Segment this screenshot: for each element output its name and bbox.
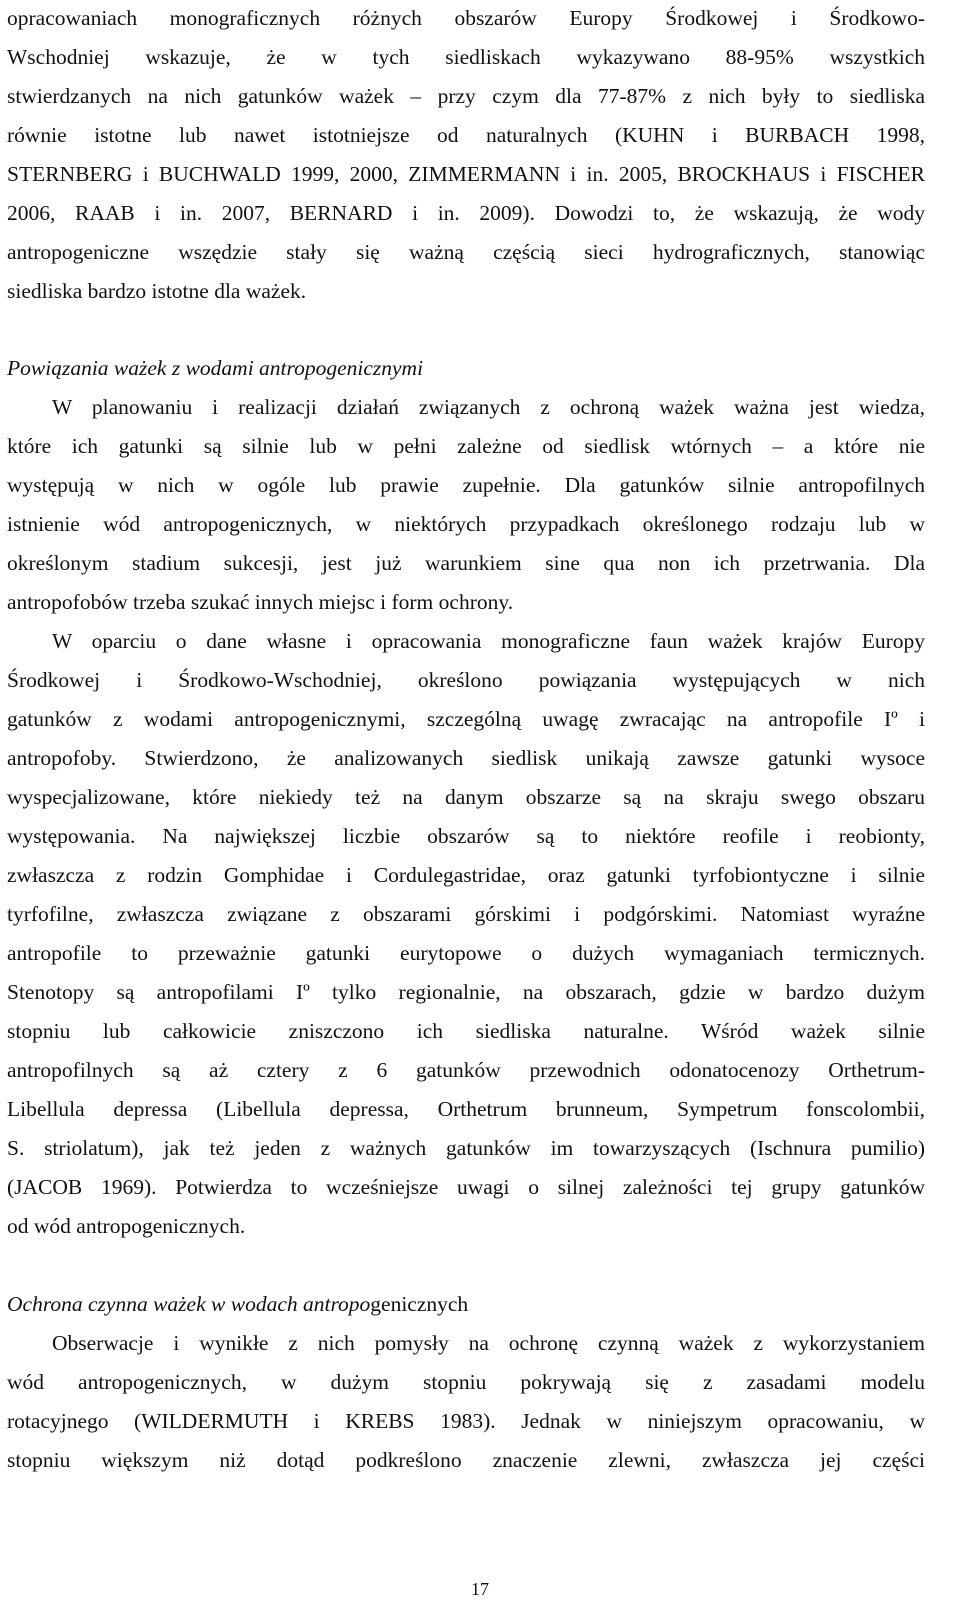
text-line: antropofoby. Stwierdzono, że analizowanych siedlisk unikają zawsze gatunki wysoce xyxy=(7,746,925,770)
text-line: od wód antropogenicznych. xyxy=(7,1214,246,1238)
text-line: gatunków z wodami antropogenicznymi, szczególną uwagę zwracając na antropofile Iº i xyxy=(7,707,925,731)
text-line: istnienie wód antropogenicznych, w niektórych przypadkach określonego rodzaju lub w xyxy=(7,512,925,536)
text-line: zwłaszcza z rodzin Gomphidae i Cordulegastridae, oraz gatunki tyrfobiontyczne i silnie xyxy=(7,863,925,887)
text-line: S. striolatum), jak też jeden z ważnych gatunków im towarzyszących (Ischnura pumilio) xyxy=(7,1136,925,1160)
text-line: stwierdzanych na nich gatunków ważek – przy czym dla 77-87% z nich były to siedliska xyxy=(7,84,925,108)
section-heading: Powiązania ważek z wodami antropogenicznymi xyxy=(7,356,424,380)
text-line: antropofilnych są aż cztery z 6 gatunków przewodnich odonatocenozy Orthetrum- xyxy=(7,1058,925,1082)
text-line: stopniu większym niż dotąd podkreślono znaczenie zlewni, zwłaszcza jej części xyxy=(7,1448,925,1472)
text-line: W planowaniu i realizacji działań związanych z ochroną ważek ważna jest wiedza, xyxy=(52,395,925,419)
text-line: rotacyjnego (WILDERMUTH i KREBS 1983). Jednak w niniejszym opracowaniu, w xyxy=(7,1409,925,1433)
text-line: Libellula depressa (Libellula depressa, Orthetrum brunneum, Sympetrum fonscolombii, xyxy=(7,1097,925,1121)
text-line: wód antropogenicznych, w dużym stopniu pokrywają się z zasadami modelu xyxy=(7,1370,925,1394)
section-heading-italic-part: Ochrona czynna ważek w wodach antropo xyxy=(7,1292,371,1316)
text-line: określonym stadium sukcesji, jest już warunkiem sine qua non ich przetrwania. Dla xyxy=(7,551,925,575)
section-heading-upright-part: genicznych xyxy=(370,1292,469,1316)
text-line: siedliska bardzo istotne dla ważek. xyxy=(7,279,307,303)
text-line: antropogeniczne wszędzie stały się ważną częścią sieci hydrograficznych, stanowiąc xyxy=(7,240,925,264)
text-line: antropofile to przeważnie gatunki eurytopowe o dużych wymaganiach termicznych. xyxy=(7,941,925,965)
section-heading xyxy=(7,1290,468,1318)
text-line: występowania. Na największej liczbie obszarów są to niektóre reofile i reobionty, xyxy=(7,824,925,848)
text-line: Stenotopy są antropofilami Iº tylko regionalnie, na obszarach, gdzie w bardzo dużym xyxy=(7,980,925,1004)
text-line: 2006, RAAB i in. 2007, BERNARD i in. 2009). Dowodzi to, że wskazują, że wody xyxy=(7,201,925,225)
text-line: Wschodniej wskazuje, że w tych siedliskach wykazywano 88-95% wszystkich xyxy=(7,45,925,69)
text-line: STERNBERG i BUCHWALD 1999, 2000, ZIMMERMANN i in. 2005, BROCKHAUS i FISCHER xyxy=(7,162,925,186)
text-line: które ich gatunki są silnie lub w pełni zależne od siedlisk wtórnych – a które nie xyxy=(7,434,925,458)
text-line: równie istotne lub nawet istotniejsze od naturalnych (KUHN i BURBACH 1998, xyxy=(7,123,925,147)
text-line: Obserwacje i wynikłe z nich pomysły na ochronę czynną ważek z wykorzystaniem xyxy=(52,1331,925,1355)
text-line: stopniu lub całkowicie zniszczono ich siedliska naturalne. Wśród ważek silnie xyxy=(7,1019,925,1043)
page-number: 17 xyxy=(471,1579,489,1599)
text-line: antropofobów trzeba szukać innych miejsc i form ochrony. xyxy=(7,590,514,614)
text-line: opracowaniach monograficznych różnych obszarów Europy Środkowej i Środkowo- xyxy=(7,6,925,30)
text-line: Środkowej i Środkowo-Wschodniej, określono powiązania występujących w nich xyxy=(7,668,925,692)
text-line: wyspecjalizowane, które niekiedy też na danym obszarze są na skraju swego obszaru xyxy=(7,785,925,809)
text-line: W oparciu o dane własne i opracowania monograficzne faun ważek krajów Europy xyxy=(52,629,925,653)
text-line: występują w nich w ogóle lub prawie zupełnie. Dla gatunków silnie antropofilnych xyxy=(7,473,925,497)
text-line: tyrfofilne, zwłaszcza związane z obszarami górskimi i podgórskimi. Natomiast wyraźne xyxy=(7,902,925,926)
text-line: (JACOB 1969). Potwierdza to wcześniejsze uwagi o silnej zależności tej grupy gatunków xyxy=(7,1175,925,1199)
